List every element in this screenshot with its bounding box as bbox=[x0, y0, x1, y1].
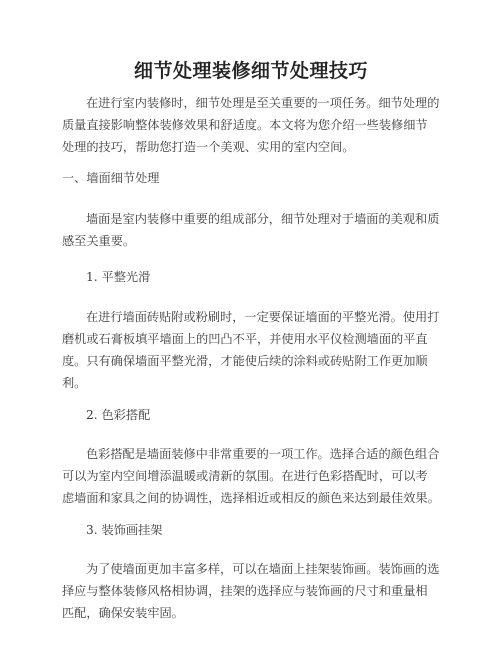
text-line: 色彩搭配是墙面装修中非常重要的一项工作。选择合适的颜色组合 bbox=[86, 447, 440, 461]
text-line: 匹配，确保安装牢固。 bbox=[62, 606, 184, 620]
text-line: 利。 bbox=[62, 376, 87, 390]
item-body-decor bbox=[62, 558, 442, 624]
section-heading-wall: 一、墙面细节处理 bbox=[62, 171, 160, 185]
text-line: 虑墙面和家具之间的协调性，选择相近或相反的颜色来达到最佳效果。 bbox=[62, 491, 440, 505]
text-line: 在进行墙面砖贴附或粉刷时，一定要保证墙面的平整光滑。使用打 bbox=[86, 310, 440, 324]
text-line: 质量直接影响整体装修效果和舒适度。本文将为您介绍一些装修细节 bbox=[62, 118, 428, 132]
text-line: 磨机或石膏板填平墙面上的凹凸不平，并使用水平仪检测墙面的平直 bbox=[62, 332, 428, 346]
item-body-smooth bbox=[62, 306, 442, 394]
item-heading-color: 2. 色彩搭配 bbox=[86, 408, 151, 422]
document-title: 细节处理装修细节处理技巧 bbox=[133, 60, 368, 82]
text-line: 择应与整体装修风格相协调，挂架的选择应与装饰画的尺寸和重量相 bbox=[62, 584, 428, 598]
text-line: 墙面是室内装修中重要的组成部分，细节处理对于墙面的美观和质 bbox=[86, 212, 440, 226]
text-line: 度。只有确保墙面平整光滑，才能使后续的涂料或砖贴附工作更加顺 bbox=[62, 354, 428, 368]
intro-paragraph bbox=[62, 92, 442, 158]
text-line: 可以为室内空间增添温暖或清新的氛围。在进行色彩搭配时，可以考 bbox=[62, 469, 428, 483]
item-heading-decor: 3. 装饰画挂架 bbox=[86, 523, 163, 537]
item-heading-smooth: 1. 平整光滑 bbox=[86, 270, 151, 284]
text-line: 处理的技巧，帮助您打造一个美观、实用的室内空间。 bbox=[62, 140, 355, 154]
text-line: 感至关重要。 bbox=[62, 234, 136, 248]
text-line: 为了使墙面更加丰富多样，可以在墙面上挂架装饰画。装饰画的选 bbox=[86, 562, 440, 576]
section-intro-paragraph bbox=[62, 208, 442, 252]
text-line: 在进行室内装修时，细节处理是至关重要的一项任务。细节处理的 bbox=[86, 96, 440, 110]
item-body-color bbox=[62, 443, 442, 509]
